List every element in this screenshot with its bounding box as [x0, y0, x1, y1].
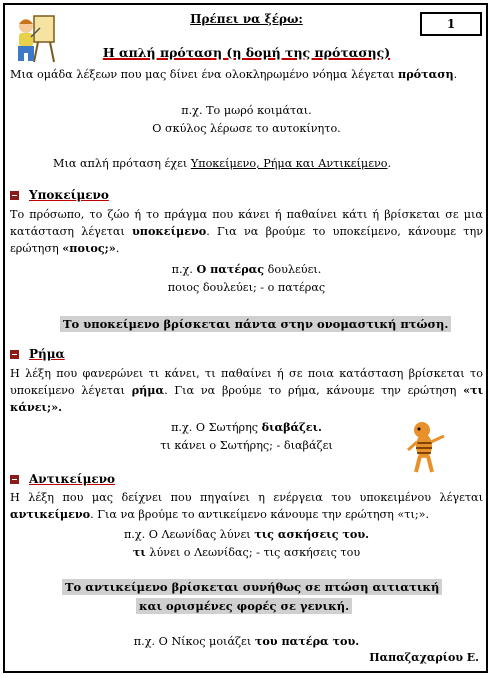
- subject-paragraph: Το πρόσωπο, το ζώο ή το πράγμα που κάνει ή παθαίνει κάτι ή βρίσκεται σε μια κατάσταση λέγεται υποκείμενο. Για να βρούμε το υποκείμενο, κάνουμε την ερώτηση «ποιος;».: [10, 208, 483, 255]
- example-1: π.χ. Το μωρό κοιμάται.: [181, 104, 312, 117]
- section-bullet-icon: [10, 350, 19, 359]
- verb-example: π.χ. Ο Σωτήρης διαβάζει.: [171, 420, 322, 434]
- main-title: Η απλή πρόταση (η δομή της πρότασης): [102, 45, 391, 60]
- object-example: π.χ. Ο Λεωνίδας λύνει τις ασκήσεις του.: [123, 527, 370, 541]
- object-question: τι λύνει ο Λεωνίδας; - τις ασκήσεις του: [132, 545, 361, 559]
- author-signature: Παπαζαχαρίου Ε.: [369, 651, 479, 664]
- object-highlight-line2: και ορισμένες φορές σε γενική.: [136, 598, 352, 614]
- section-subject-heading: Υποκείμενο: [10, 188, 109, 202]
- section-bullet-icon: [10, 475, 19, 484]
- simple-sentence-line: Μια απλή πρόταση έχει Υποκείμενο, Ρήμα και Αντικείμενο.: [53, 157, 392, 170]
- subject-highlight: Το υποκείμενο βρίσκεται πάντα στην ονομαστική πτώση.: [60, 316, 451, 332]
- section-bullet-icon: [10, 191, 19, 200]
- page-header: Πρέπει να ξέρω:: [190, 12, 303, 26]
- object-paragraph: Η λέξη που μας δείχνει που πηγαίνει η ενέργεια του υποκειμένου λέγεται αντικείμενο. Για να βρούμε το αντικείμενο κάνουμε την ερώτηση «τι;».: [10, 491, 483, 521]
- tiger-illustration: [404, 418, 448, 476]
- section-object-heading: Αντικείμενο: [10, 472, 115, 486]
- object-highlight-line1: Το αντικείμενο βρίσκεται συνήθως σε πτώση αιτιατική: [62, 579, 442, 595]
- page-number-box: 1: [420, 12, 482, 36]
- object-genitive-example: π.χ. Ο Νίκος μοιάζει του πατέρα του.: [133, 634, 360, 648]
- section-verb-heading: Ρήμα: [10, 347, 65, 361]
- verb-paragraph: Η λέξη που φανερώνει τι κάνει, τι παθαίνει ή σε ποια κατάσταση βρίσκεται το υποκείμενο λέγεται ρήμα. Για να βρούμε το ρήμα, κάνουμε την ερώτηση «τι κάνει;».: [10, 367, 484, 414]
- intro-paragraph: Μια ομάδα λέξεων που μας δίνει ένα ολοκληρωμένο νόημα λέγεται πρόταση.: [10, 67, 458, 81]
- subject-example: π.χ. Ο πατέρας δουλεύει.: [171, 262, 322, 276]
- verb-question: τι κάνει ο Σωτήρης; - διαβάζει: [160, 439, 333, 452]
- example-2: Ο σκύλος λέρωσε το αυτοκίνητο.: [152, 122, 341, 135]
- subject-question: ποιος δουλεύει; - ο πατέρας: [167, 281, 326, 294]
